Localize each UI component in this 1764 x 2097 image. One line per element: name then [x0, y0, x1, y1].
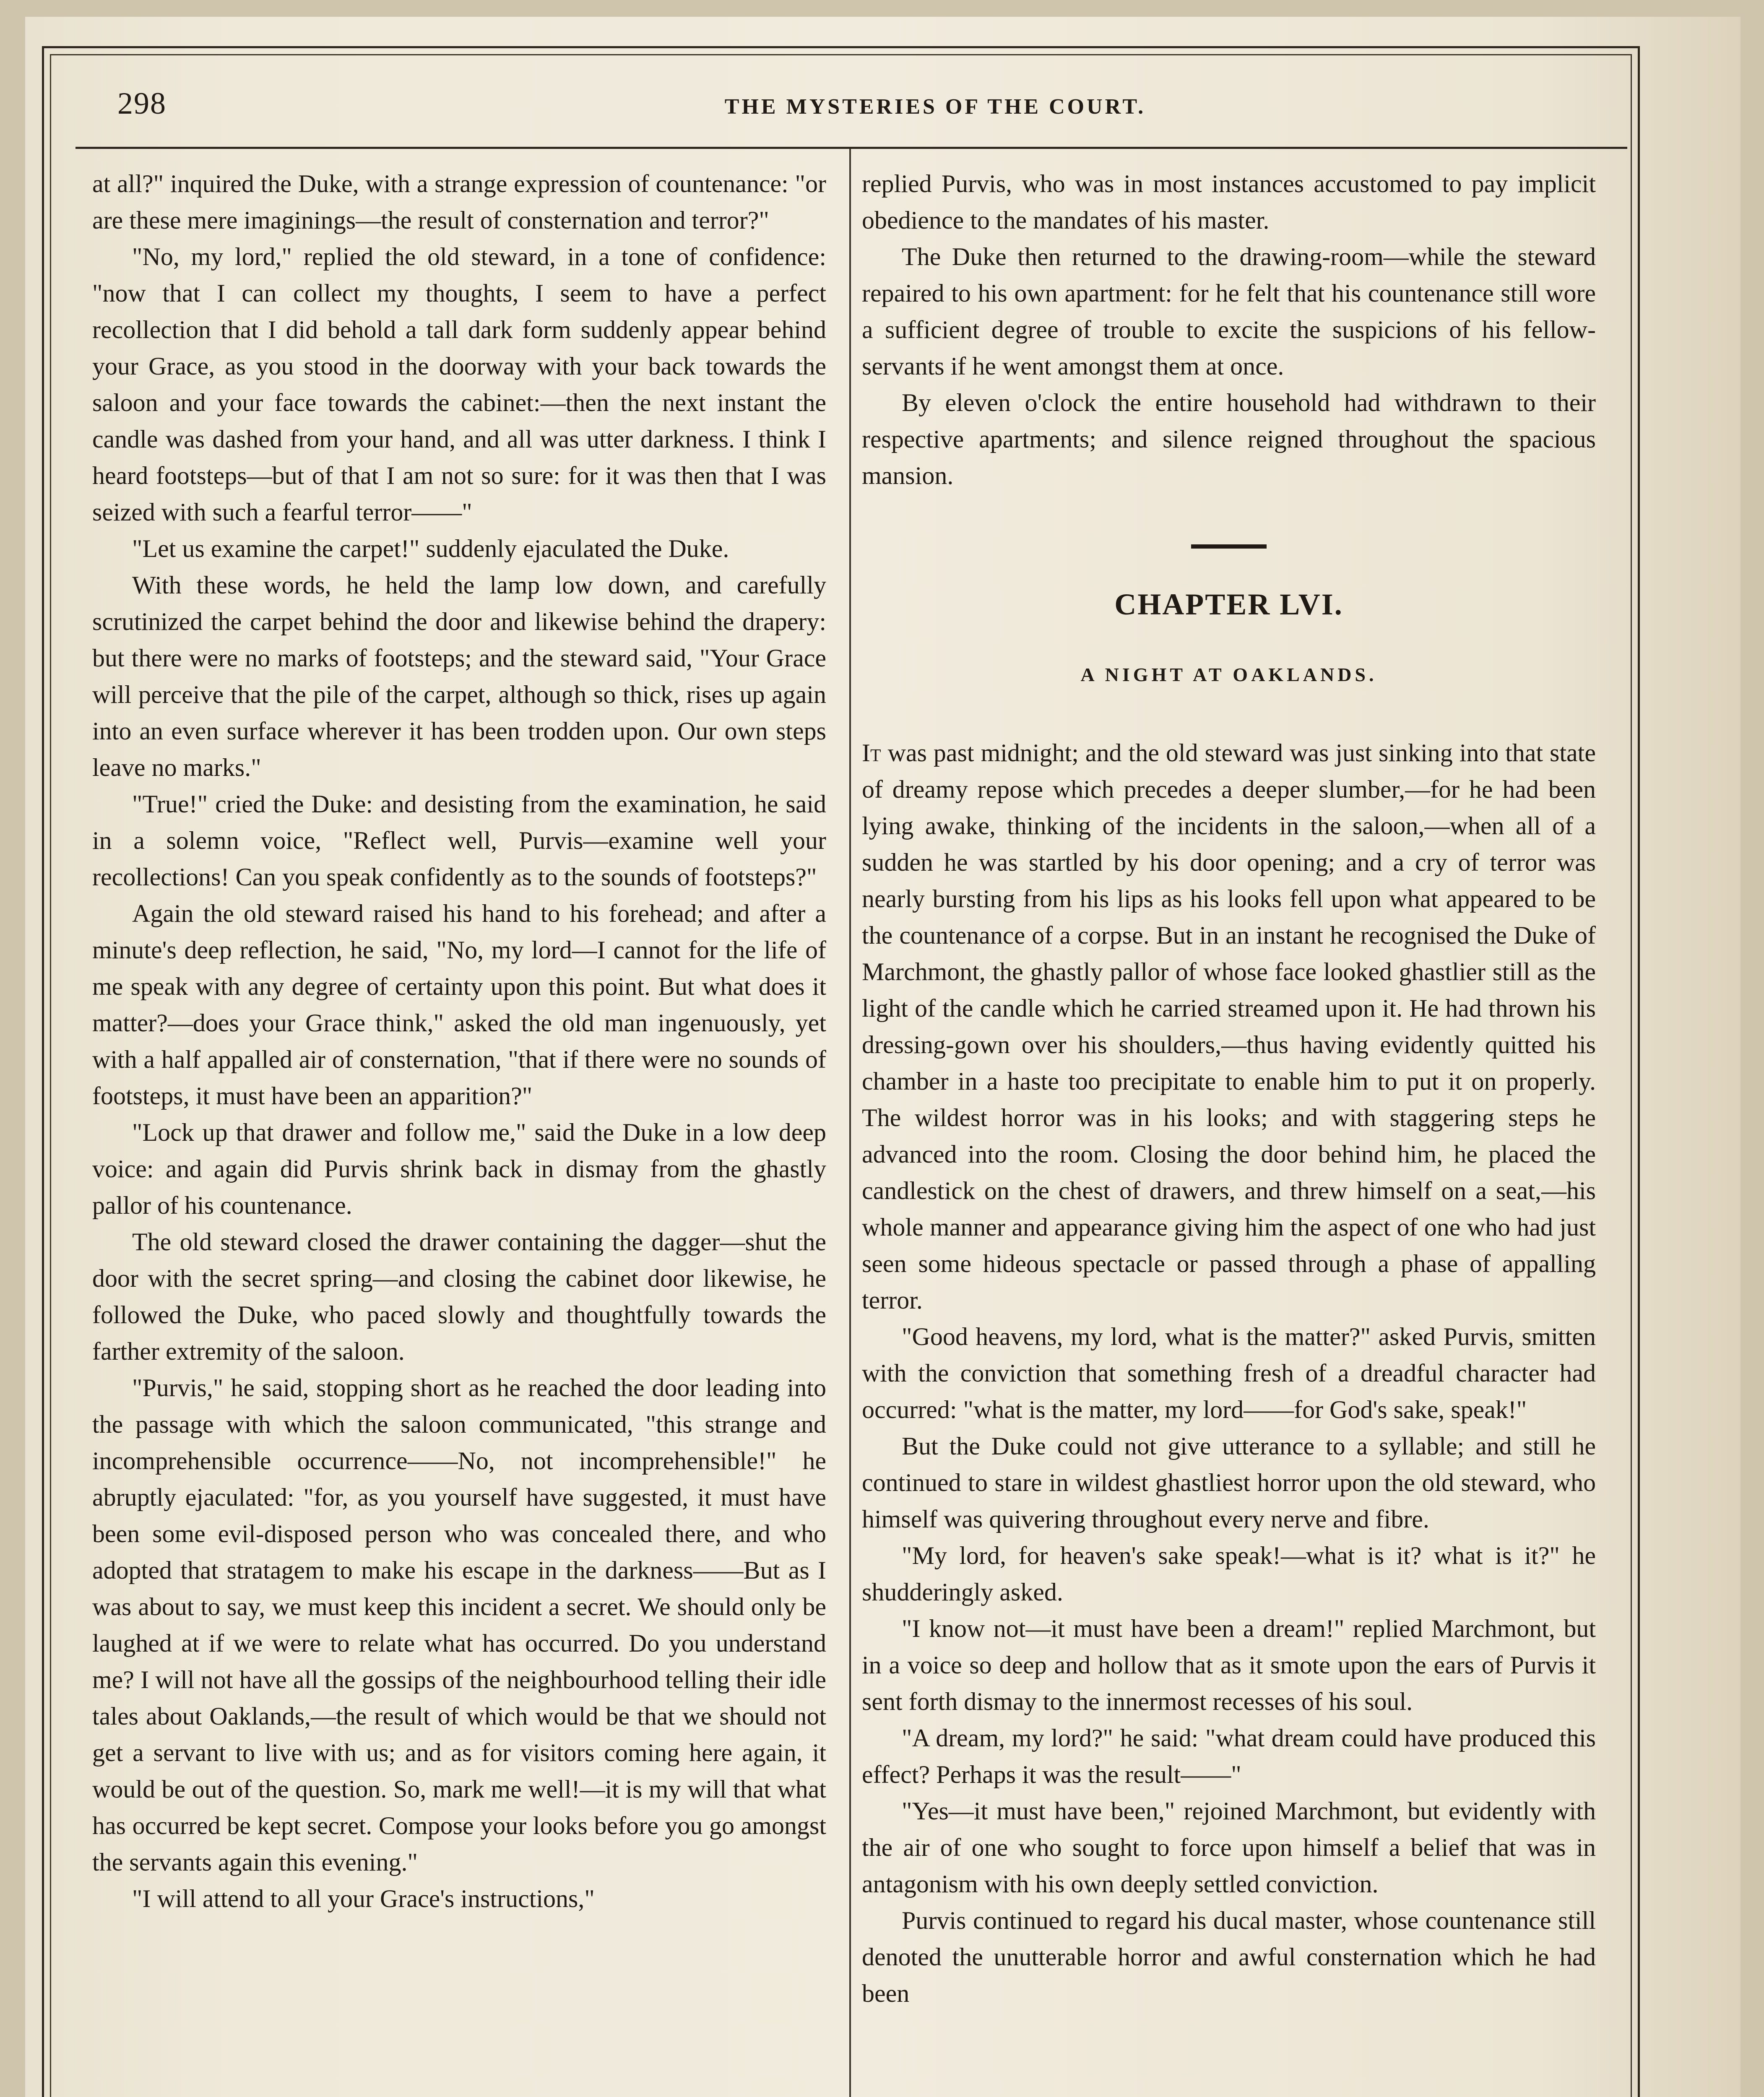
chapter-opening-paragraph: [862, 735, 1596, 1319]
paragraph: "Good heavens, my lord, what is the matter?" asked Purvis, smitten with the conviction that something fresh of a dreadful character had occurred: "what is the matter, my lord——for God's sake, speak!": [862, 1323, 1596, 1423]
paragraph: "Let us examine the carpet!" suddenly ejaculated the Duke.: [132, 535, 729, 562]
header-rule: [75, 147, 1627, 149]
chapter-title: CHAPTER LVI.: [1114, 588, 1343, 621]
paragraph: "A dream, my lord?" he said: "what dream could have produced this effect? Perhaps it was the result——": [862, 1724, 1596, 1788]
paragraph: "No, my lord," replied the old steward, in a tone of confidence: "now that I can collect my thoughts, I seem to have a perfect recollection that I did behold a tall dark form suddenly appear behind your Grace, as you stood in the doorway with your back towards the saloon and your face towards the cabinet:—then the next instant the candle was dashed from your hand, and all was utter darkness. I think I heard footsteps—but of that I am not so sure: for it was then that I was seized with such a fearful terror——": [92, 243, 826, 526]
paragraph: Purvis continued to regard his ducal master, whose countenance still denoted the unutterable horror and awful consternation which he had been: [862, 1907, 1596, 2007]
chapter-opening-text: was past midnight; and the old steward was just sinking into that state of dreamy repose which precedes a deeper slumber,—for he had been lying awake, thinking of the incidents in the saloon,—when all of a sudden he was startled by his door opening; and a cry of terror was nearly bursting from his lips as his looks fell upon what appeared to be the countenance of a corpse. But in an instant he recognised the Duke of Marchmont, the ghastly pallor of whose face looked ghastlier still as the light of the candle which he carried streamed upon it. He had thrown his dressing-gown over his shoulders,—thus having evidently quitted his chamber in a haste too precipitate to enable him to put it on properly. The wildest horror was in his looks; and with staggering steps he advanced into the room. Closing the door behind him, he placed the candlestick on the chest of drawers, and threw himself on a seat,—his whole manner and appearance giving him the aspect of one who had just seen some hideous spectacle or passed through a phase of appalling terror.: [862, 739, 1596, 1314]
chapter-subtitle: A NIGHT AT OAKLANDS.: [1080, 664, 1377, 685]
paragraph: "I will attend to all your Grace's instructions,": [132, 1885, 595, 1912]
paragraph: at all?" inquired the Duke, with a strange expression of countenance: "or are these mere imaginings—the result of consternation and terror?": [92, 170, 826, 234]
running-title: THE MYSTERIES OF THE COURT.: [724, 95, 1146, 119]
section-rule: [1191, 544, 1267, 549]
paragraph: But the Duke could not give utterance to a syllable; and still he continued to stare in wildest ghastliest horror upon the old steward, who himself was quivering throughout every nerve and fibre.: [862, 1432, 1596, 1533]
chapter-first-word: It: [862, 739, 881, 767]
paragraph: "Lock up that drawer and follow me," said the Duke in a low deep voice: and again did Purvis shrink back in dismay from the ghastly pallor of his countenance.: [92, 1119, 826, 1219]
page-header: [75, 78, 1619, 140]
paragraph: "Yes—it must have been," rejoined Marchmont, but evidently with the air of one who sought to force upon himself a belief that was in antagonism with his own deeply settled conviction.: [862, 1797, 1596, 1898]
paragraph: "I know not—it must have been a dream!" replied Marchmont, but in a voice so deep and hollow that as it smote upon the ears of Purvis it sent forth dismay to the innermost recesses of his soul.: [862, 1615, 1596, 1715]
page-number: 298: [117, 86, 167, 121]
paragraph: The Duke then returned to the drawing-room—while the steward repaired to his own apartment: for he felt that his countenance still wore a sufficient degree of trouble to excite the suspicions of his fellow-servants if he went amongst them at once.: [862, 243, 1596, 380]
right-column: [862, 166, 1596, 2012]
paragraph: Again the old steward raised his hand to his forehead; and after a minute's deep reflection, he said, "No, my lord—I cannot for the life of me speak with any degree of certainty upon this point. But what does it matter?—does your Grace think," asked the old man ingenuously, yet with a half appalled air of consternation, "that if there were no sounds of footsteps, it must have been an apparition?": [92, 900, 826, 1110]
paragraph: "My lord, for heaven's sake speak!—what is it? what is it?" he shudderingly asked.: [862, 1542, 1596, 1606]
paragraph: replied Purvis, who was in most instances accustomed to pay implicit obedience to the mandates of his master.: [862, 170, 1596, 234]
paragraph: "True!" cried the Duke: and desisting from the examination, he said in a solemn voice, "Reflect well, Purvis—examine well your recollections! Can you speak confidently as to the sounds of footsteps?": [92, 790, 826, 891]
paragraph: By eleven o'clock the entire household had withdrawn to their respective apartments; and silence reigned throughout the spacious mansion.: [862, 389, 1596, 489]
left-column: [92, 166, 826, 1917]
paragraph: "Purvis," he said, stopping short as he reached the door leading into the passage with which the saloon communicated, "this strange and incomprehensible occurrence——No, not incomprehensible!" he abruptly ejaculated: "for, as you yourself have suggested, it must have been some evil-disposed person who was concealed there, and who adopted that stratagem to make his escape in the darkness——But as I was about to say, we must keep this incident a secret. We should only be laughed at if we were to relate what has occurred. Do you understand me? I will not have all the gossips of the neighbourhood telling their idle tales about Oaklands,—the result of which would be that we should not get a servant to live with us; and as for visitors coming here again, it would be out of the question. So, mark me well!—it is my will that what has occurred be kept secret. Compose your looks before you go amongst the servants again this evening.": [92, 1374, 826, 1876]
paragraph: The old steward closed the drawer containing the dagger—shut the door with the secret spring—and closing the cabinet door likewise, he followed the Duke, who paced slowly and thoughtfully towards the farther extremity of the saloon.: [92, 1228, 826, 1365]
column-divider: [849, 149, 851, 2097]
paragraph: With these words, he held the lamp low down, and carefully scrutinized the carpet behind the door and likewise behind the drapery: but there were no marks of footsteps; and the steward said, "Your Grace will perceive that the pile of the carpet, although so thick, rises up again into an even surface wherever it has been trodden upon. Our own steps leave no marks.": [92, 571, 826, 781]
